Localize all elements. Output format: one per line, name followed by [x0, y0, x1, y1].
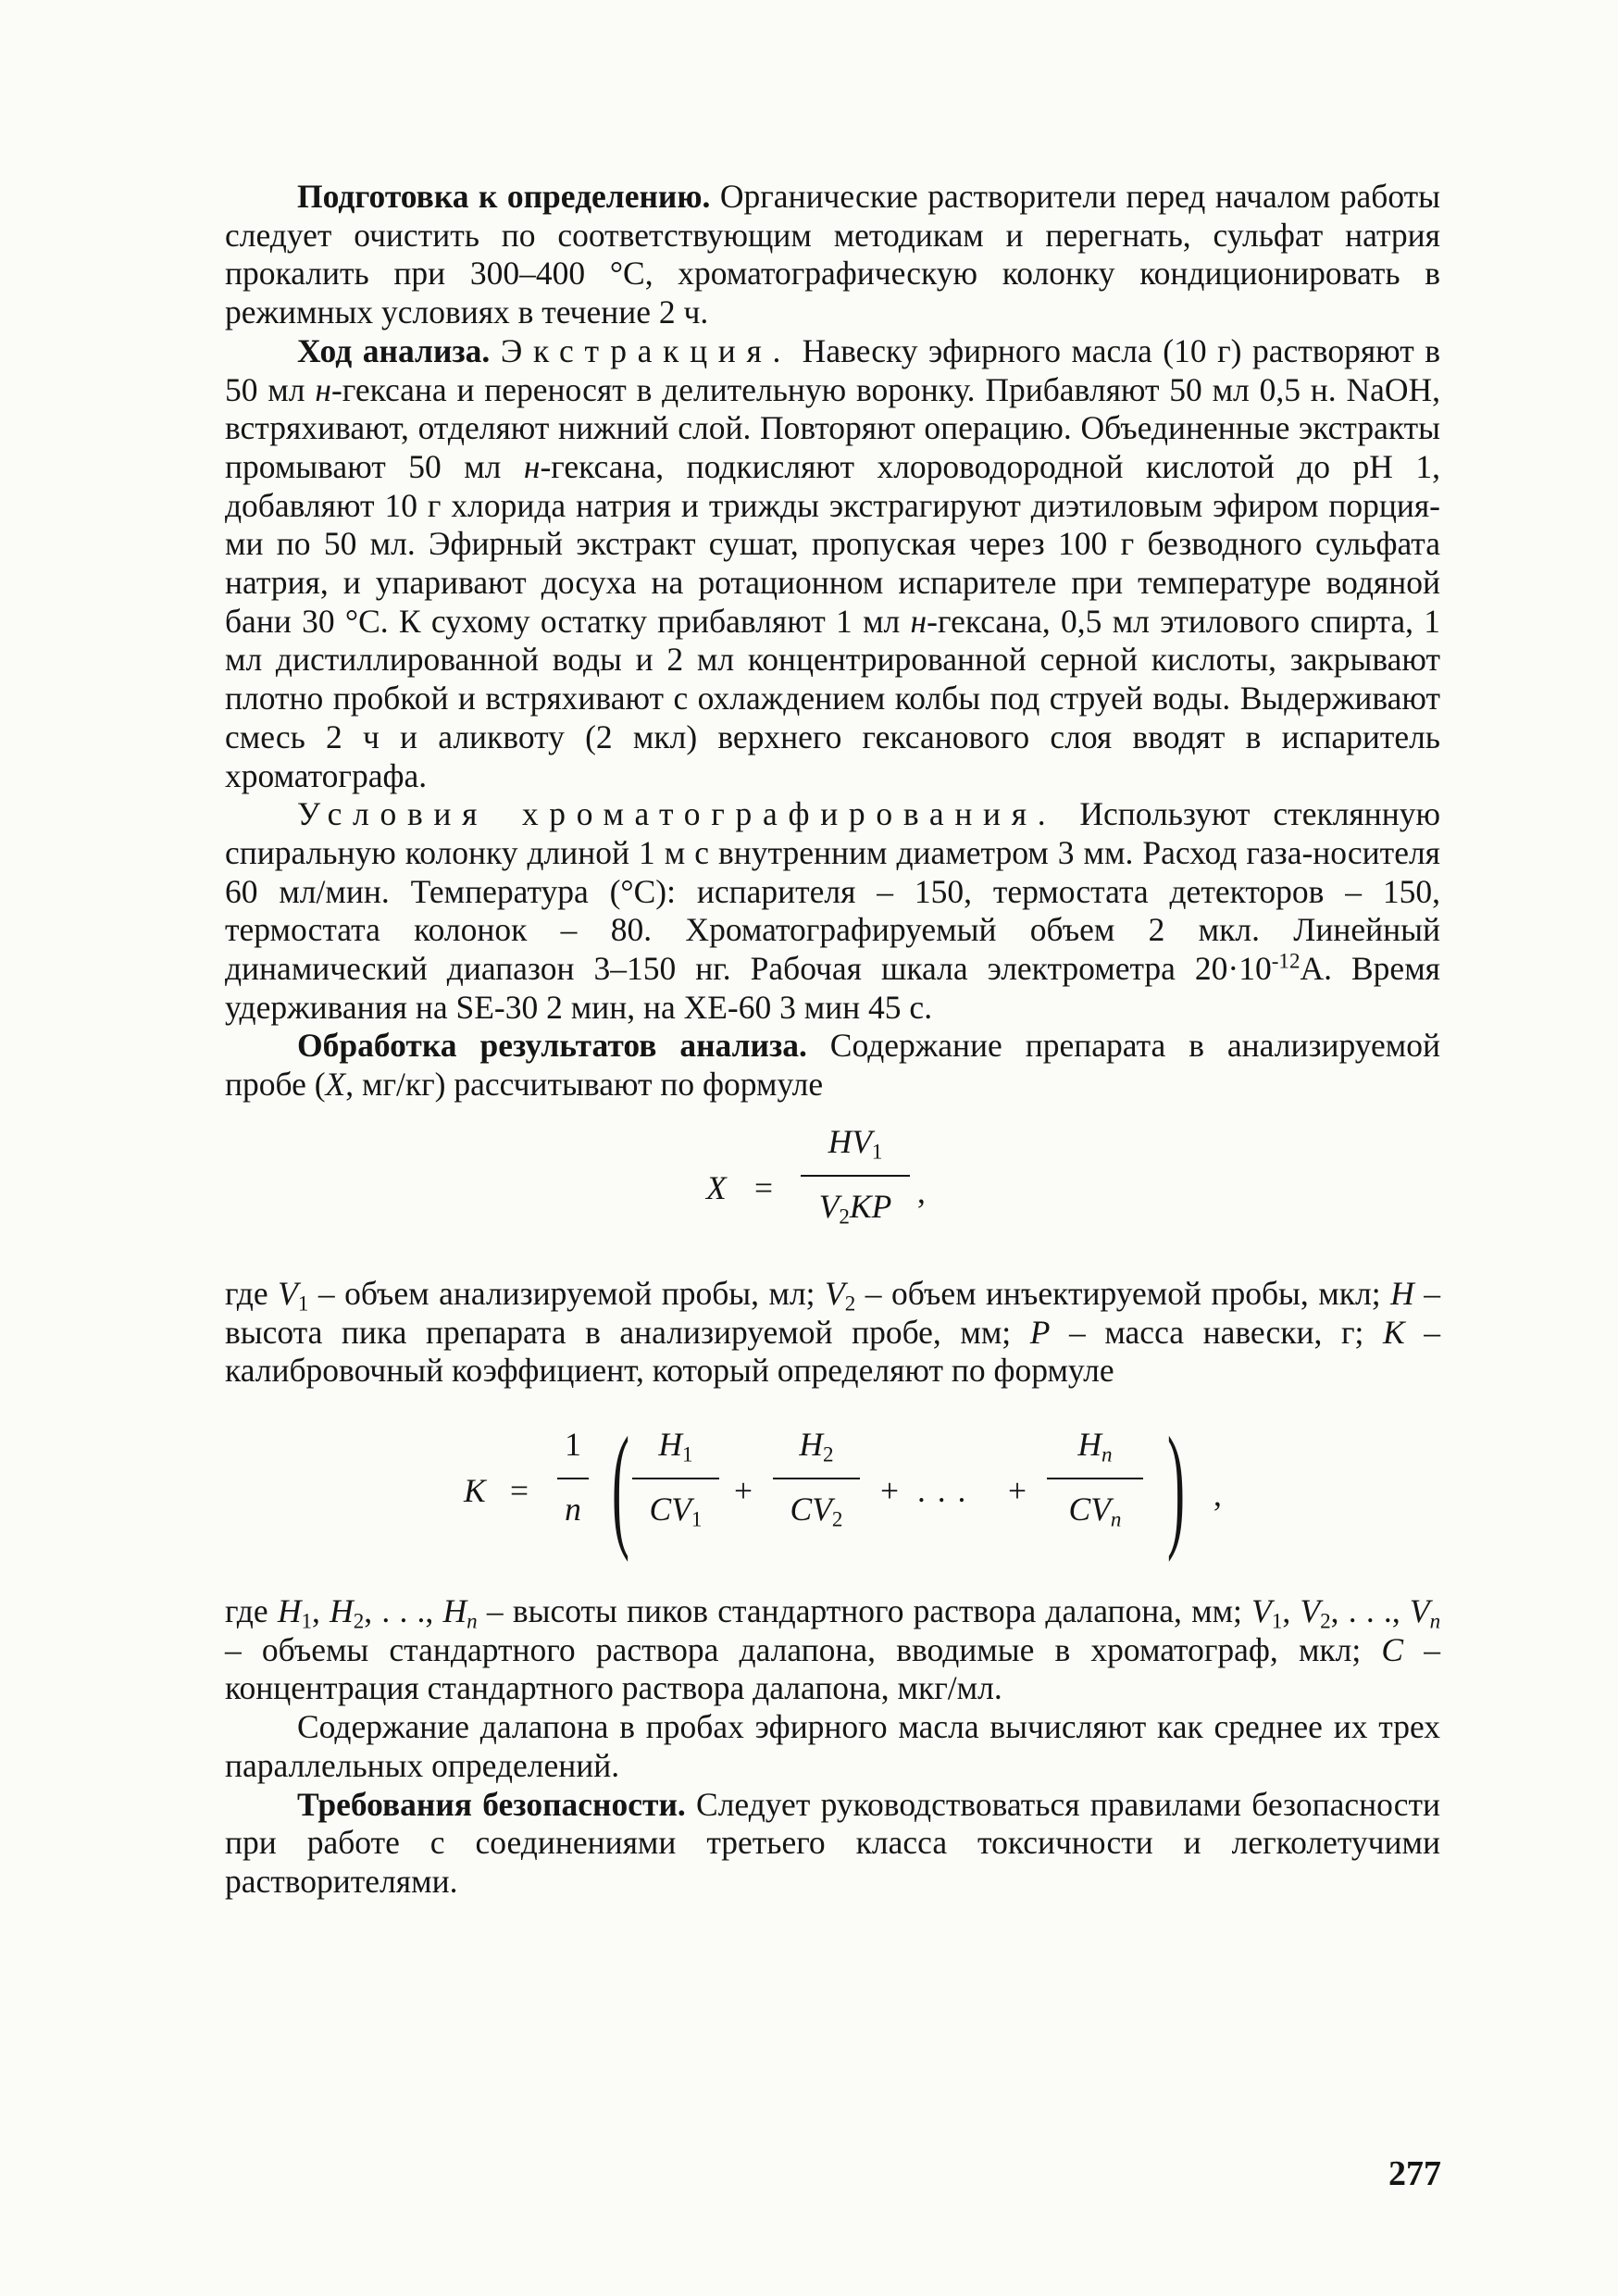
paragraph-analysis: Ход анализа. Экстракция. Навеску эфирного масла (10 г) растворяют в 50 мл н-гексана и переносят в делительную воронку. Прибавляют 50 мл 0,5 н. NaOH, встряхивают, отделяют нижний слой. Повторяют операцию. Объединенные экстракты промывают 50 мл н-гексана, подкисляют хлороводородной кислотой до pH 1, добавляют 10 г хлорида натрия и трижды экстрагируют диэтиловым эфиром порциями по 50 мл. Эфирный экстракт сушат, пропуская через 100 г безводного сульфата натрия, и упаривают досуха на ротационном испарителе при температуре водяной бани 30 °C. К сухому остатку прибавляют 1 мл н-гексана, 0,5 мл этилового спирта, 1 мл дистиллированной воды и 2 мл концентрированной серной кислоты, закрывают плотно пробкой и встряхивают с охлаждением колбы под струей воды. Выдерживают смесь 2 ч и аликвоту (2 мкл) верхнего гексанового слоя вводят в испаритель хроматографа. — [225, 331, 1441, 794]
formula-k-one-over-n: 1 n — [554, 1426, 591, 1529]
paragraph-legend-2: где $H_1$, $H_2$, . . ., $H_n$ – высоты пиков стандартного раствора далапона, мм; $V_1$, $V_2$, . . ., $V_n$ – объемы стандартного раствора далапона, вводимые в хроматограф, мкл; C – концентрация стандартного раствора далапона, мкг/мл. — [225, 1591, 1441, 1707]
heading-chromatography: Условия хроматографирования. — [297, 795, 1057, 833]
page-body — [225, 178, 1440, 1902]
preparation-text: Органические растворители перед началом работы следует очистить по соответствующим методикам и перегнать, сульфат натрия прокалить при 300–400 °C, хроматографическую колонку кондиционировать в режимных условиях в течение 2 ч. — [225, 178, 1440, 331]
formula-k: K = 1 n ( $H_1$ $CV_1$ + $H_2$ $CV_2$ + . . . + $H_n$ $CV_n$ ) , — [464, 1408, 1222, 1563]
paragraph-preparation — [225, 178, 1440, 332]
formula-x-fraction — [801, 1122, 910, 1229]
formula-x-numerator: $HV_1$ — [828, 1122, 883, 1164]
formula-x: X = $HV_1$ $V_2KP$ , — [706, 1122, 926, 1229]
paragraph-average: Содержание далапона в пробах эфирного масла вычисляют как среднее их трех параллельных определений. — [225, 1708, 1440, 1784]
formula-k-term-n: $H_n$ $CV_n$ — [1047, 1426, 1143, 1529]
page-number: 277 — [1388, 2154, 1441, 2193]
subheading-extraction: Экстракция. — [500, 331, 792, 369]
formula-k-left-paren: ( — [612, 1408, 629, 1563]
formula-k-term-2: $H_2$ $CV_2$ — [773, 1426, 860, 1529]
heading-preparation: Подготовка к определению. — [297, 178, 711, 215]
formula-k-equals: = — [510, 1471, 529, 1509]
formula-x-lhs: X — [706, 1168, 727, 1206]
formula-k-lhs: K — [464, 1471, 486, 1509]
heading-analysis: Ход анализа. — [297, 331, 491, 369]
formula-k-right-paren: ) — [1167, 1408, 1185, 1563]
paragraph-legend-1: где $V_1$ – объем анализируемой пробы, мл; $V_2$ – объем инъектируемой пробы, мкл; H – высота пика препарата в анализируемой пробе, мм; P – масса навески, г; K – калибровочный коэффициент, который определяют по формуле — [225, 1274, 1440, 1390]
formula-k-term-1: $H_1$ $CV_1$ — [632, 1426, 719, 1529]
paragraph-safety: Требования безопасности. Следует руководствоваться правилами безопасности при работе с соединениями третьего класса токсичности и легколетучими растворителями. — [225, 1785, 1440, 1900]
heading-results: Обработка результатов анализа. — [297, 1027, 807, 1065]
formula-x-equals: = — [754, 1168, 774, 1206]
formula-x-denominator: $V_2KP$ — [818, 1187, 892, 1229]
paragraph-chromatography: Условия хроматографирования. Используют стеклянную спиральную колонку длиной 1 м с внутренним диаметром 3 мм. Расход газа-носителя 60 мл/мин. Температура (°C): испарителя – 150, термостата детекторов – 150, термостата колонок – 80. Хроматографируемый объем 2 мкл. Линейный динамический диапазон 3–150 нг. Рабочая шкала электрометра $20\cdot 10^{-12}A$. Время удерживания на SE-30 2 мин, на XE-60 3 мин 45 с. — [225, 795, 1441, 1026]
heading-safety: Требования безопасности. — [297, 1785, 686, 1823]
paragraph-results: Обработка результатов анализа. Содержание препарата в анализируемой пробе (X, мг/кг) рассчитывают по формуле — [225, 1027, 1440, 1104]
formula-x-fraction-bar — [801, 1175, 910, 1177]
formula-k-ellipsis: . . . — [917, 1471, 968, 1509]
